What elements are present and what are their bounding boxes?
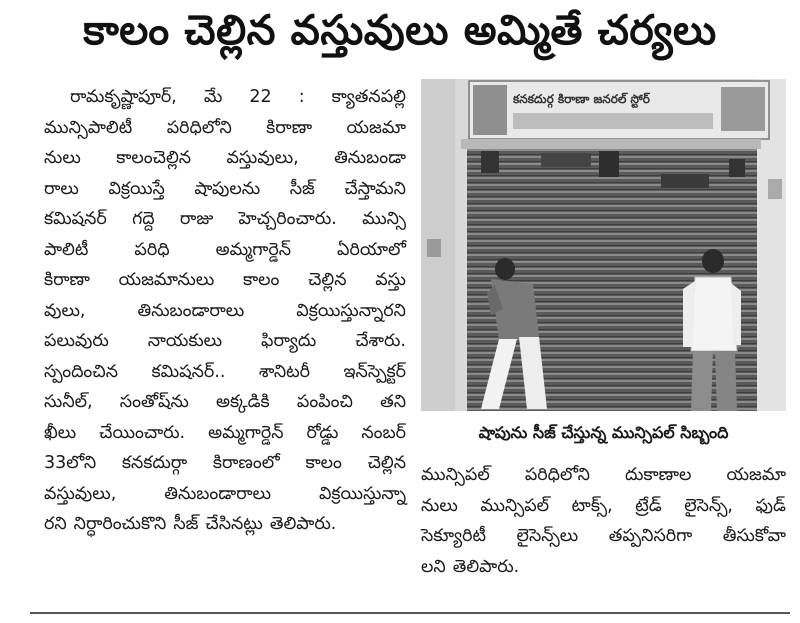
word: తప్పనిసరిగా (608, 526, 693, 546)
word: రాలు (44, 178, 79, 199)
word: సీజ్ (289, 178, 315, 199)
text-line (44, 113, 406, 144)
word: తినుబండారాలు (164, 483, 271, 504)
shop-sign-text: కనకదుర్గ కిరాణా జనరల్ స్టోర్ (513, 92, 650, 106)
word: రామకృష్ణాపూర్, (70, 87, 177, 107)
word: : (298, 87, 305, 107)
word: ఏరియాలో (337, 239, 406, 260)
word: కిరాణంలో (212, 453, 280, 473)
word: నాయకులు (147, 331, 223, 351)
article-right-column (421, 460, 786, 582)
text-line (421, 491, 786, 522)
word: తెలిపారు. (452, 556, 520, 577)
word: మే (203, 87, 223, 107)
text-line (44, 82, 406, 113)
bottom-divider (30, 612, 790, 614)
word: చేసినట్లు (205, 514, 263, 534)
headline: కాలం చెల్లిన వస్తువులు అమ్మితే చర్యలు (83, 6, 717, 54)
text-line (44, 418, 406, 449)
word: చెల్లిన (308, 270, 347, 290)
text-line (44, 174, 406, 205)
text-line (44, 265, 406, 296)
word: షాపులను (194, 178, 261, 199)
word: కాలంచెల్లిన (116, 148, 192, 168)
word: పలువురు (44, 331, 109, 351)
word: రాజు (179, 209, 214, 229)
word: సునీల్, (44, 392, 93, 412)
word: విక్రయిస్తున్నారని (296, 300, 406, 321)
word: పంపించి (296, 392, 353, 412)
word: ఫిర్యాదు (261, 331, 317, 351)
word: తినుబండా (334, 148, 406, 168)
word: పాలిటీ (44, 239, 89, 260)
word: చేయించారు. (99, 422, 186, 443)
word: పరిధిలోని (166, 117, 232, 138)
word: హెచ్చరించారు. (238, 209, 337, 229)
word: కనకదుర్గా (121, 453, 188, 473)
word: సెక్యూరిటీ (421, 526, 487, 546)
text-line (44, 296, 406, 327)
text-line (44, 509, 406, 540)
word: గద్దె (132, 209, 155, 229)
word: కిరాణా (266, 117, 313, 138)
word: కిరాణా (44, 270, 90, 290)
text-line (421, 552, 786, 583)
news-photo (421, 79, 786, 411)
word: స్పందించిన (44, 361, 118, 382)
word: చెల్లిన (367, 453, 406, 473)
text-line (44, 235, 406, 266)
word: ఫుడ్ (755, 495, 786, 516)
word: విక్రయిస్తున్నా (318, 483, 406, 504)
word: చేస్తామని (344, 178, 406, 199)
word: వస్తు (375, 270, 406, 290)
word: వులు, (44, 300, 86, 321)
word: పరిధి (134, 239, 170, 260)
word: కాలం (305, 453, 342, 473)
word: లైసెన్స్, (684, 495, 733, 516)
word: సీజ్ (173, 514, 199, 534)
word: క్యాతనపల్లి (331, 87, 406, 107)
word: కమిషనర్ (44, 209, 107, 229)
text-line (421, 460, 786, 491)
word: యజమా (346, 117, 406, 138)
word: దుకాణాల (625, 465, 692, 485)
word: విక్రయిస్తే (108, 178, 165, 199)
word: అమ్మగార్డెన్ (215, 239, 292, 260)
word: శానిటరీ (258, 361, 310, 382)
word: తెలిపారు. (269, 514, 337, 534)
text-line (421, 521, 786, 552)
word: కమిషనర్.. (151, 361, 226, 382)
word: ఇన్‌స్పెక్టర్ (343, 361, 406, 382)
text-line (44, 326, 406, 357)
word: పరిధిలోని (524, 465, 590, 485)
word: తని (380, 392, 406, 412)
word: కాలం (242, 270, 280, 290)
word: వస్తువులు, (44, 483, 117, 504)
word: రోడ్డు (306, 422, 339, 443)
word: ట్రేడ్ (635, 495, 662, 516)
word: అమ్మగార్డెన్ (208, 422, 284, 443)
text-line (44, 143, 406, 174)
word: వస్తువులు, (226, 148, 299, 168)
word: అక్కడికి (216, 392, 270, 412)
word: ఖీలు (44, 422, 77, 443)
word: లైసెన్స్‌లు (516, 526, 579, 546)
word: నులు (421, 495, 458, 516)
article-left-column (44, 82, 406, 540)
photo-caption: షాపును సీజ్ చేస్తున్న మున్సిపల్ సిబ్బంది (478, 422, 729, 442)
text-line (44, 387, 406, 418)
shop-seizure-photo (421, 79, 786, 411)
word: తినుబండారాలు (137, 300, 245, 321)
text-line (44, 357, 406, 388)
word: లని (421, 556, 446, 577)
word: యజమానులు (118, 270, 215, 290)
word: మున్సిపల్ (421, 465, 490, 485)
word: రని (44, 514, 67, 534)
word: 22 (249, 87, 272, 107)
word: మున్సిపల్ (480, 495, 550, 516)
word: సంతోష్‌ను (119, 392, 189, 412)
word: మున్సిపాలిటీ (44, 117, 133, 138)
word: మున్సి (362, 209, 406, 229)
word: తీసుకోవా (722, 526, 786, 546)
text-line (44, 479, 406, 510)
word: నిర్ధారించుకొని (73, 514, 167, 534)
word: నులు (44, 148, 81, 168)
text-line (44, 448, 406, 479)
word: నంబర్ (361, 422, 406, 443)
word: టాక్స్, (571, 495, 613, 516)
text-line (44, 204, 406, 235)
word: 33లోని (44, 453, 97, 473)
word: యజమా (726, 465, 786, 485)
word: చేశారు. (355, 331, 406, 351)
